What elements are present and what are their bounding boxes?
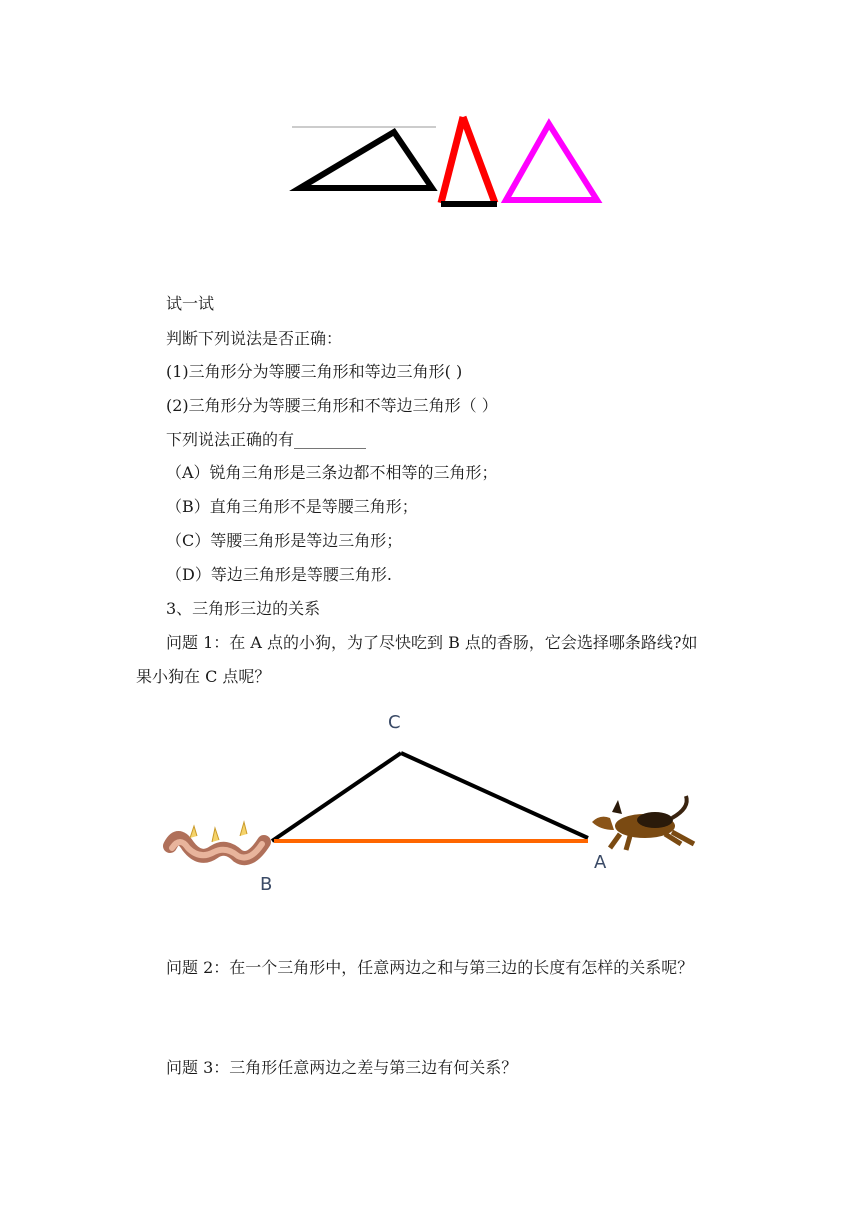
instruction-text: 判断下列说法是否正确：	[166, 329, 343, 348]
black-triangle	[300, 132, 432, 188]
question-3: 问题 3：三角形任意两边之差与第三边有何关系？	[166, 1058, 518, 1077]
red-triangle-left-side	[441, 117, 463, 203]
section-3-heading: 3、三角形三边的关系	[166, 599, 321, 618]
choice-stem: 下列说法正确的有_________	[166, 430, 367, 449]
sausage-icon	[170, 822, 264, 858]
judge-item-2: (2)三角形分为等腰三角形和不等边三角形（ ）	[166, 396, 498, 415]
triangles-figure	[0, 0, 860, 230]
judge-item-1: (1)三角形分为等腰三角形和等边三角形( )	[166, 362, 463, 381]
question-1-line-2: 果小狗在 C 点呢？	[136, 667, 271, 686]
label-point-c: C	[388, 712, 401, 733]
label-point-b: B	[260, 874, 273, 895]
label-point-a: A	[594, 852, 607, 873]
red-triangle-right-side	[463, 117, 495, 203]
option-b: （B）直角三角形不是等腰三角形；	[166, 497, 418, 516]
question-2: 问题 2：在一个三角形中，任意两边之和与第三边的长度有怎样的关系呢？	[166, 958, 694, 977]
option-c: （C）等腰三角形是等边三角形；	[166, 531, 403, 550]
path-b-c	[272, 753, 401, 841]
question-1-line-1: 问题 1：在 A 点的小狗，为了尽快吃到 B 点的香肠，它会选择哪条路线?如	[166, 633, 698, 652]
dog-icon	[592, 796, 694, 850]
option-d: （D）等边三角形是等腰三角形.	[166, 565, 392, 584]
option-a: （A）锐角三角形是三条边都不相等的三角形；	[166, 463, 498, 482]
path-c-a	[401, 753, 588, 838]
section-try-title: 试一试	[166, 294, 215, 313]
magenta-triangle	[506, 124, 597, 200]
